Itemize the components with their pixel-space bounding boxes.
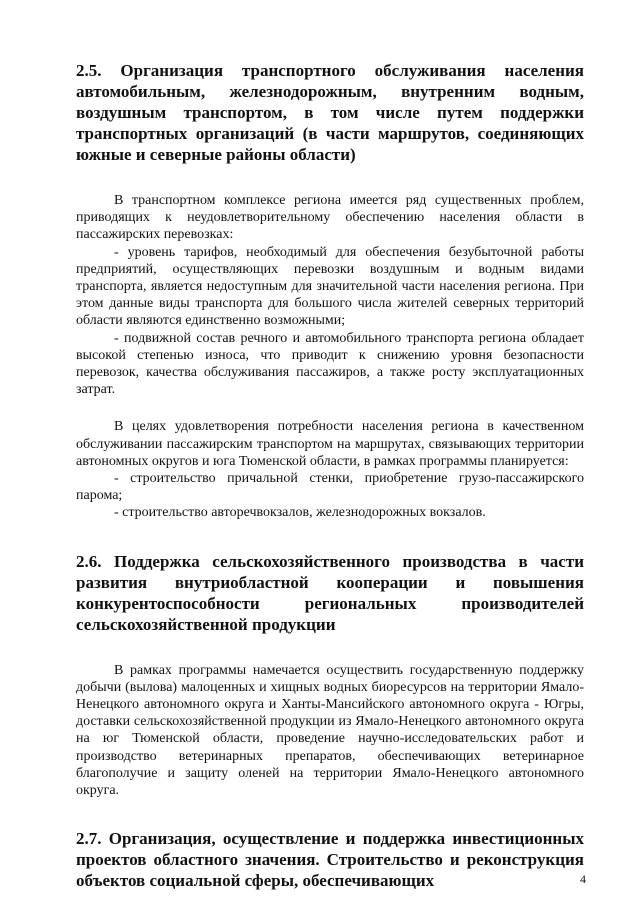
paragraph: В целях удовлетворения потребности населения региона в качественном обслуживании пассажирским транспортом на маршрутах, связывающих территории автономных округов и юга Тюменской области, в рамках программы планируется: <box>76 419 584 469</box>
list-item: - подвижной состав речного и автомобильного транспорта региона обладает высокой степенью износа, что приводит к снижению уровня безопасности перевозок, качества обслуживания пассажиров, а также росту эксплуатационных затрат. <box>76 330 584 398</box>
section-2-6-heading: 2.6. Поддержка сельскохозяйственного производства в части развития внутриобластной кооперации и повышения конкурентоспособности региональных производителей сельскохозяйственной продукции <box>76 551 584 634</box>
page-content <box>76 60 584 891</box>
section-2-7-heading: 2.7. Организация, осуществление и поддержка инвестиционных проектов областного значения. Строительство и реконструкция объектов социальной сферы, обеспечивающих <box>76 829 584 891</box>
section-2-5-heading: 2.5. Организация транспортного обслуживания населения автомобильным, железнодорожным, внутренним водным, воздушным транспортом, в том числе путем поддержки транспортных организаций (в части маршрутов, соединяющих южные и северные районы области) <box>76 61 584 164</box>
paragraph: В транспортном комплексе региона имеется ряд существенных проблем, приводящих к неудовлетворительному обеспечению населения области в пассажирских перевозках: <box>76 193 584 243</box>
page-number: 4 <box>580 872 586 886</box>
paragraph: В рамках программы намечается осуществить государственную поддержку добычи (вылова) малоценных и хищных водных биоресурсов на территории Ямало-Ненецкого автономного округа и Ханты-Мансийского автономного округа - Югры, доставки сельскохозяйственной продукции из Ямало-Ненецкого автономного округа на юг Тюменской области, проведение научно-исследовательских работ и производство ветеринарных препаратов, обеспечивающих ветеринарное благополучие и защиту оленей на территории Ямало-Ненецкого автономного округа. <box>76 662 584 799</box>
list-item: - уровень тарифов, необходимый для обеспечения безубыточной работы предприятий, осуществляющих перевозки воздушным и водным видами транспорта, является недоступным для значительной части населения региона. При этом данные виды транспорта для большого числа жителей северных территорий области являются единственно возможными; <box>76 244 584 329</box>
list-item: - строительство авторечвокзалов, железнодорожных вокзалов. <box>114 505 486 521</box>
list-item: - строительство причальной стенки, приобретение грузо-пассажирского парома; <box>76 471 584 504</box>
